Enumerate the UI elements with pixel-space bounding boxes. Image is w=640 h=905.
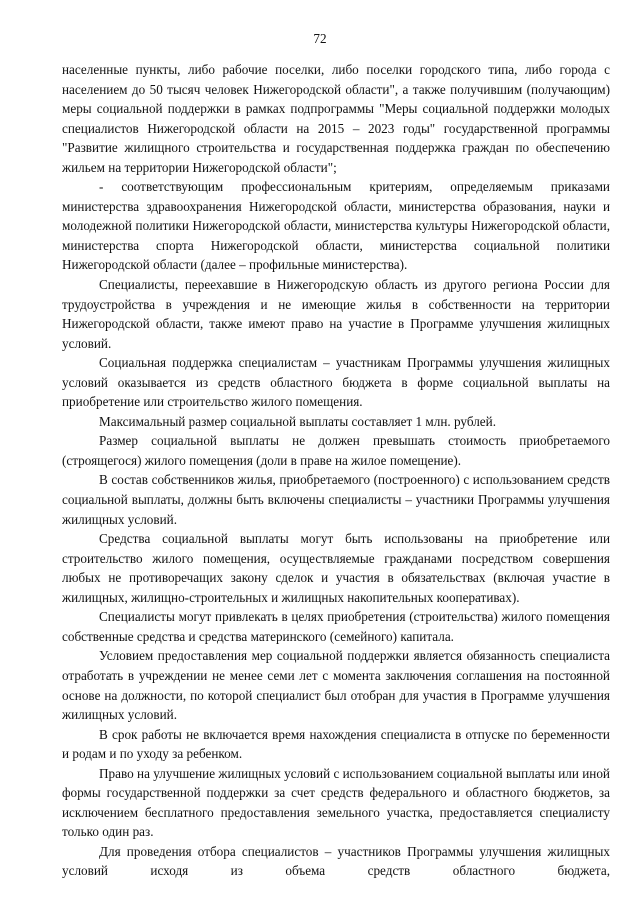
- paragraph: Условием предоставления мер социальной поддержки является обязанность специалиста отработать в учреждении не менее семи лет с момента заключения соглашения на постоянной основе на должности, по которой специалист был отобран для участия в Программе улучшения жилищных условий.: [62, 648, 610, 723]
- paragraph: Размер социальной выплаты не должен превышать стоимость приобретаемого (строящегося) жилого помещения (доли в праве на жилое помещение).: [62, 433, 610, 468]
- paragraph: Право на улучшение жилищных условий с использованием социальной выплаты или иной формы государственной поддержки за счет средств федерального и областного бюджетов, за исключением бесплатного предоставления земельного участка, предоставляется специалисту только один раз.: [62, 765, 610, 840]
- page-number: 72: [313, 31, 327, 46]
- paragraph: - соответствующим профессиональным критериям, определяемым приказами министерства здравоохранения Нижегородской области, министерства образования, науки и молодежной политики Нижегородской области, министерства культуры Нижегородской области, министерства спорта Нижегородской области, министерства социальной политики Нижегородской области (далее – профильные министерства).: [62, 179, 610, 273]
- paragraph: Специалисты, переехавшие в Нижегородскую область из другого региона России для трудоустройства в учреждения и не имеющие жилья в собственности на территории Нижегородской области, также имеют право на участие в Программе улучшения жилищных условий.: [62, 277, 610, 351]
- paragraph: Для проведения отбора специалистов – участников Программы улучшения жилищных условий исходя из объема средств областного бюджета,: [62, 843, 610, 879]
- paragraph: В срок работы не включается время нахождения специалиста в отпуске по беременности и родам и по уходу за ребенком.: [62, 726, 610, 762]
- paragraph: В состав собственников жилья, приобретаемого (построенного) с использованием средств социальной выплаты, должны быть включены специалисты – участники Программы улучшения жилищных условий.: [62, 472, 610, 527]
- document-body: [62, 60, 610, 881]
- paragraph: Средства социальной выплаты могут быть использованы на приобретение или строительство жилого помещения, осуществляемые гражданами посредством совершения любых не противоречащих закону сделок и участия в обязательствах (включая участие в жилищных, жилищно-строительных и жилищных накопительных кооперативах).: [62, 531, 610, 605]
- paragraph: Специалисты могут привлекать в целях приобретения (строительства) жилого помещения собственные средства и средства материнского (семейного) капитала.: [62, 609, 610, 644]
- paragraph: Социальная поддержка специалистам – участникам Программы улучшения жилищных условий оказывается из средств областного бюджета в форме социальной выплаты на приобретение или строительство жилого помещения.: [62, 355, 610, 410]
- paragraph: Максимальный размер социальной выплаты составляет 1 млн. рублей.: [99, 413, 497, 429]
- paragraph: населенные пункты, либо рабочие поселки, либо поселки городского типа, либо города с населением до 50 тысяч человек Нижегородской области", а также получившим (получающим) меры социальной поддержки в рамках подпрограммы "Меры социальной поддержки молодых специалистов Нижегородской области на 2015 – 2023 годы" государственной программы "Развитие жилищного строительства и государственная поддержка граждан по обеспечению жильем на территории Нижегородской области";: [62, 62, 610, 175]
